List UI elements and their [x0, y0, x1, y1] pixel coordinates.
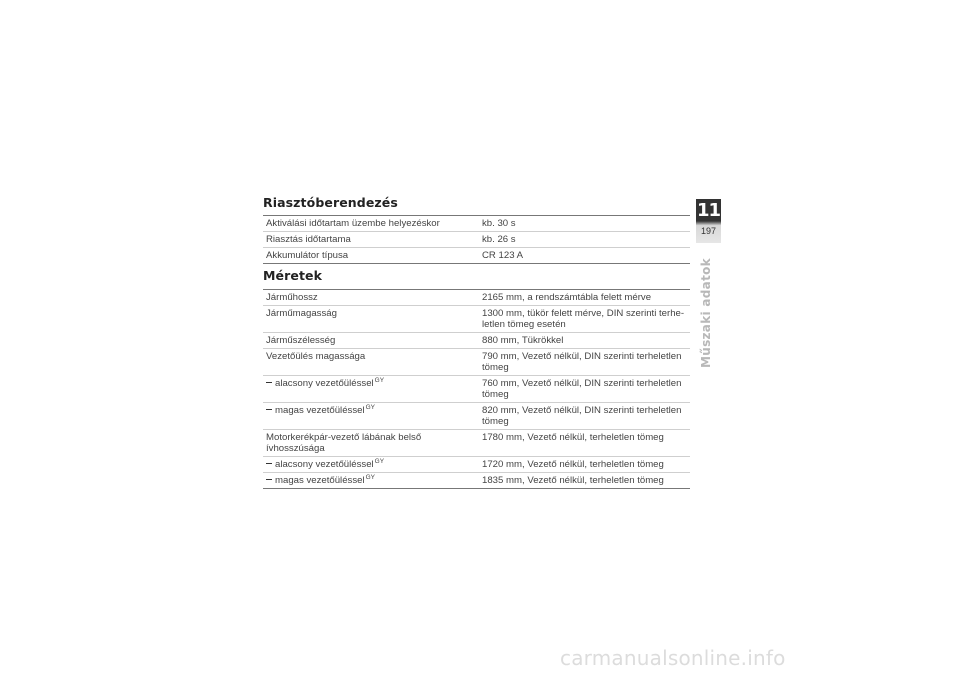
dash-icon [266, 409, 272, 410]
spec-label: Járműmagasság [263, 306, 476, 333]
spec-label: Járműszélesség [263, 333, 476, 349]
spec-label [263, 376, 476, 403]
spec-value-line: 820 mm, Vezető nélkül, DIN szerinti terheletlen [482, 405, 682, 416]
spec-label: Motorkerékpár-vezető lábának belső ívhosszúsága [263, 430, 476, 457]
spec-value-line: letlen tömeg esetén [482, 319, 566, 330]
spec-label-text: alacsony vezetőüléssel [275, 459, 374, 470]
spec-label-text: magas vezetőüléssel [275, 475, 365, 486]
spec-label-text: alacsony vezetőüléssel [275, 378, 374, 389]
chapter-tab [696, 199, 721, 243]
spec-value-line: 1300 mm, tükör felett mérve, DIN szerinti terhe- [482, 308, 685, 319]
table-row [263, 248, 690, 264]
dimensions-table [263, 289, 690, 489]
spec-value: 1720 mm, Vezető nélkül, terheletlen tömeg [476, 457, 690, 473]
table-row [263, 376, 690, 403]
dash-icon [266, 479, 272, 480]
table-row [263, 473, 690, 489]
spec-value [476, 403, 690, 430]
spec-value-line: tömeg [482, 416, 509, 427]
option-mark: GY [365, 404, 375, 411]
option-mark: GY [374, 377, 385, 384]
spec-label: Vezetőülés magassága [263, 349, 476, 376]
option-mark: GY [365, 474, 375, 481]
spec-label [263, 473, 476, 489]
table-row [263, 216, 690, 232]
dash-icon [266, 382, 272, 383]
spec-value: CR 123 A [476, 248, 690, 264]
spec-label: Akkumulátor típusa [263, 248, 476, 264]
table-row [263, 232, 690, 248]
spec-label: Aktiválási időtartam üzembe helyezéskor [263, 216, 476, 232]
spec-value [476, 306, 690, 333]
spec-value-line: 790 mm, Vezető nélkül, DIN szerinti terheletlen [482, 351, 682, 362]
spec-label: Járműhossz [263, 290, 476, 306]
table-row [263, 457, 690, 473]
spec-value-line: tömeg [482, 362, 509, 373]
page-number: 197 [700, 226, 717, 236]
alarm-specs-table [263, 215, 690, 264]
table-row [263, 403, 690, 430]
spec-label-text: magas vezetőüléssel [275, 405, 365, 416]
table-row [263, 349, 690, 376]
chapter-number: 11 [696, 200, 721, 221]
spec-value: kb. 30 s [476, 216, 690, 232]
watermark: carmanualsonline.info [560, 646, 786, 670]
table-row [263, 430, 690, 457]
spec-value: kb. 26 s [476, 232, 690, 248]
option-mark: GY [374, 458, 385, 465]
spec-label [263, 457, 476, 473]
spec-value: 1835 mm, Vezető nélkül, terheletlen tömeg [476, 473, 690, 489]
section-title-alarm: Riasztóberendezés [263, 195, 398, 210]
spec-value [476, 349, 690, 376]
table-row [263, 290, 690, 306]
table-row [263, 333, 690, 349]
spec-value: 1780 mm, Vezető nélkül, terheletlen tömeg [476, 430, 690, 457]
table-row [263, 306, 690, 333]
chapter-side-label: Műszaki adatok [699, 258, 713, 368]
dash-icon [266, 463, 272, 464]
spec-value-line: 760 mm, Vezető nélkül, DIN szerinti terheletlen [482, 378, 682, 389]
spec-value-line: tömeg [482, 389, 509, 400]
section-title-dimensions: Méretek [263, 268, 323, 283]
spec-value [476, 376, 690, 403]
spec-value: 880 mm, Tükrökkel [476, 333, 690, 349]
spec-value: 2165 mm, a rendszámtábla felett mérve [476, 290, 690, 306]
spec-label: Riasztás időtartama [263, 232, 476, 248]
spec-label [263, 403, 476, 430]
